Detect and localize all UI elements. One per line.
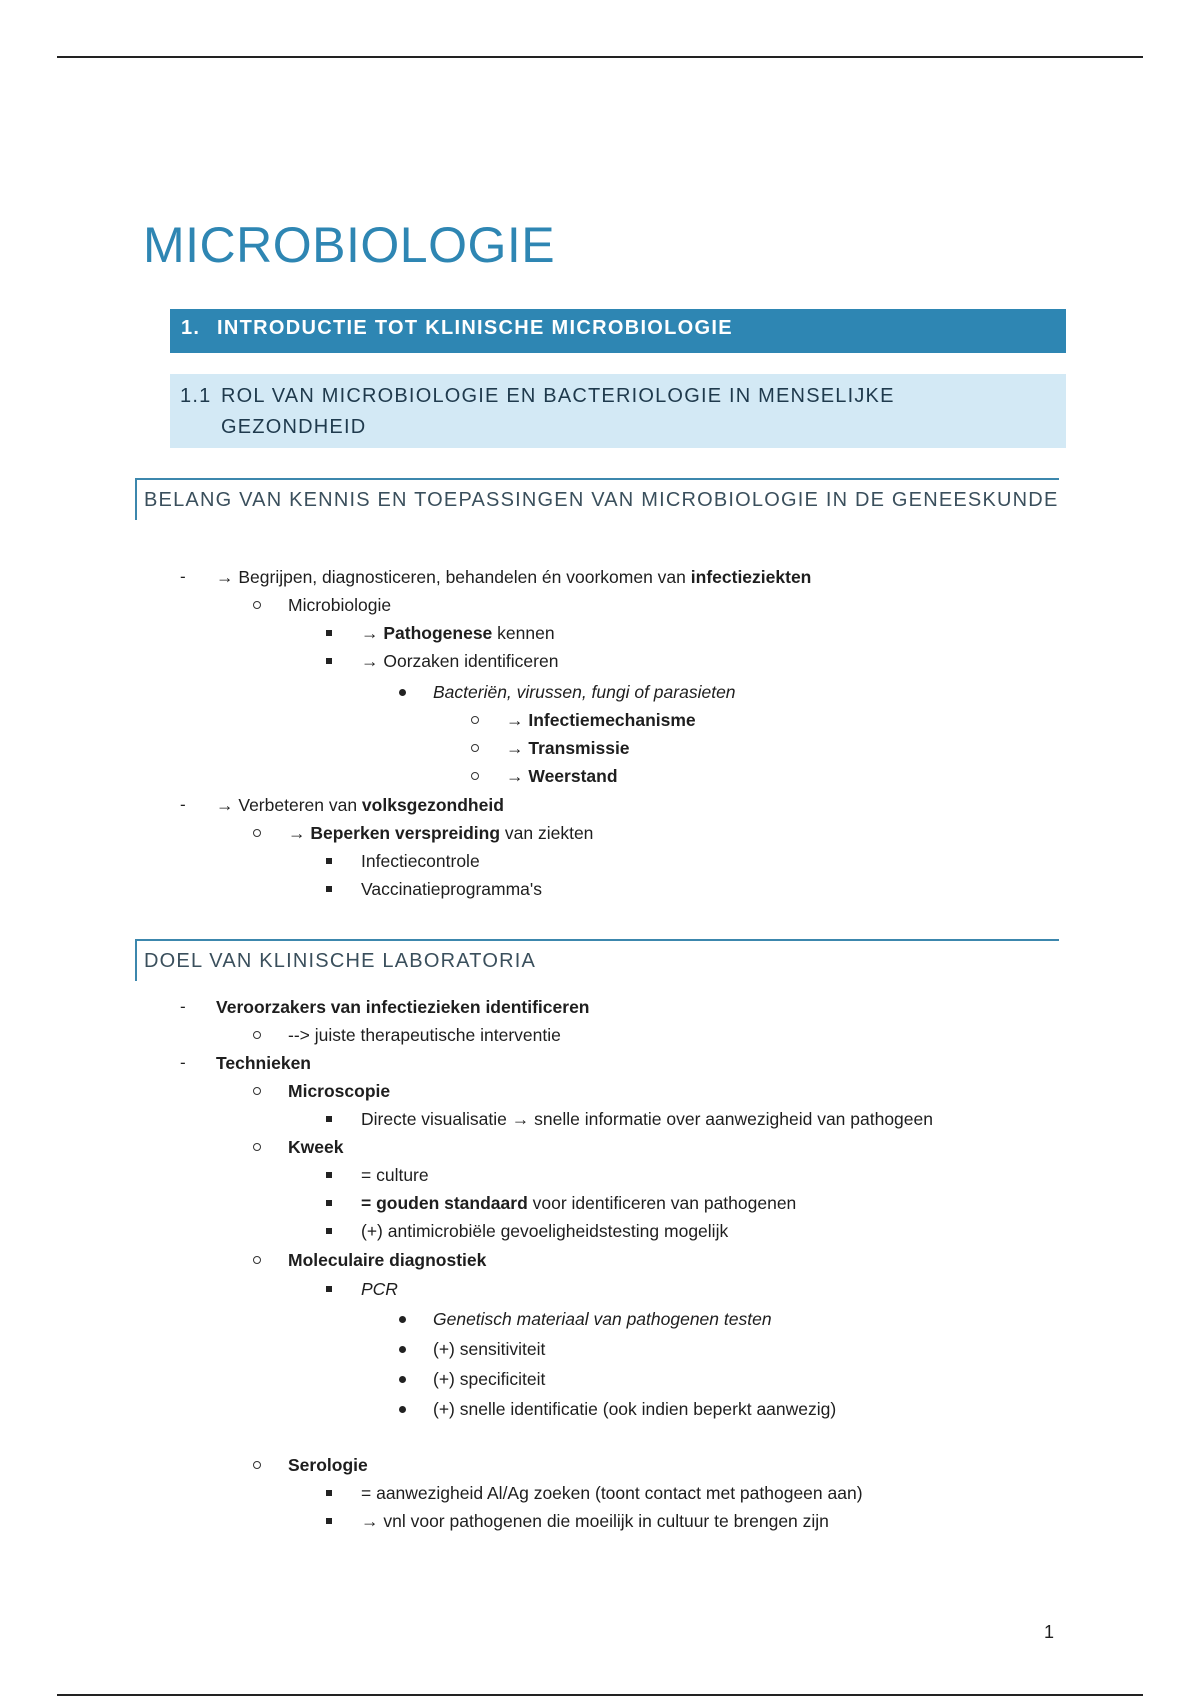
dot-bullet bbox=[399, 1316, 406, 1323]
circle-bullet bbox=[253, 601, 261, 609]
arrow-icon: → bbox=[511, 1109, 530, 1129]
circle-bullet bbox=[253, 1461, 261, 1469]
circle-bullet bbox=[253, 1256, 261, 1264]
circle-bullet bbox=[253, 1087, 261, 1095]
square-bullet bbox=[326, 1172, 332, 1178]
heading-2 bbox=[170, 374, 1066, 448]
square-bullet bbox=[326, 886, 332, 892]
dash-bullet: - bbox=[180, 997, 186, 1016]
circle-bullet bbox=[471, 716, 479, 724]
arrow-icon: → bbox=[361, 1511, 379, 1531]
heading-1 bbox=[170, 309, 1066, 353]
arrow-icon: → bbox=[506, 710, 524, 730]
page-number: 1 bbox=[1044, 1622, 1055, 1642]
heading-1-number: 1. bbox=[181, 317, 201, 339]
square-bullet bbox=[326, 1228, 332, 1234]
arrow-icon: → bbox=[506, 766, 524, 786]
dot-bullet bbox=[399, 1346, 406, 1353]
square-bullet bbox=[326, 1518, 332, 1524]
dot-bullet bbox=[399, 1376, 406, 1383]
square-bullet bbox=[326, 1200, 332, 1206]
dash-bullet: - bbox=[180, 1053, 186, 1072]
square-bullet bbox=[326, 1116, 332, 1122]
header-rule bbox=[57, 56, 1143, 58]
document-title: MICROBIOLOGIE bbox=[143, 217, 556, 273]
square-bullet bbox=[326, 858, 332, 864]
square-bullet bbox=[326, 630, 332, 636]
dash-bullet: - bbox=[180, 567, 186, 586]
square-bullet bbox=[326, 1490, 332, 1496]
footer-rule bbox=[57, 1694, 1143, 1696]
circle-bullet bbox=[253, 829, 261, 837]
arrow-icon: → bbox=[216, 795, 234, 815]
circle-bullet bbox=[471, 744, 479, 752]
arrow-icon: → bbox=[506, 738, 524, 758]
circle-bullet bbox=[253, 1031, 261, 1039]
section-heading-doel: DOEL VAN KLINISCHE LABORATORIA bbox=[135, 939, 1059, 981]
dot-bullet bbox=[399, 1406, 406, 1413]
heading-2-text: ROL VAN MICROBIOLOGIE EN BACTERIOLOGIE IN MENSELIJKE GEZONDHEID bbox=[221, 385, 895, 438]
square-bullet bbox=[326, 1286, 332, 1292]
circle-bullet bbox=[253, 1143, 261, 1151]
arrow-icon: → bbox=[216, 567, 234, 587]
heading-2-number: 1.1 bbox=[180, 385, 212, 407]
arrow-icon: → bbox=[361, 651, 379, 671]
square-bullet bbox=[326, 658, 332, 664]
arrow-icon: → bbox=[288, 823, 306, 843]
section-heading-belang: BELANG VAN KENNIS EN TOEPASSINGEN VAN MICROBIOLOGIE IN DE GENEESKUNDE bbox=[135, 478, 1059, 520]
heading-1-text: INTRODUCTIE TOT KLINISCHE MICROBIOLOGIE bbox=[217, 317, 733, 339]
arrow-icon: → bbox=[361, 623, 379, 643]
dash-bullet: - bbox=[180, 795, 186, 814]
dot-bullet bbox=[399, 689, 406, 696]
circle-bullet bbox=[471, 772, 479, 780]
